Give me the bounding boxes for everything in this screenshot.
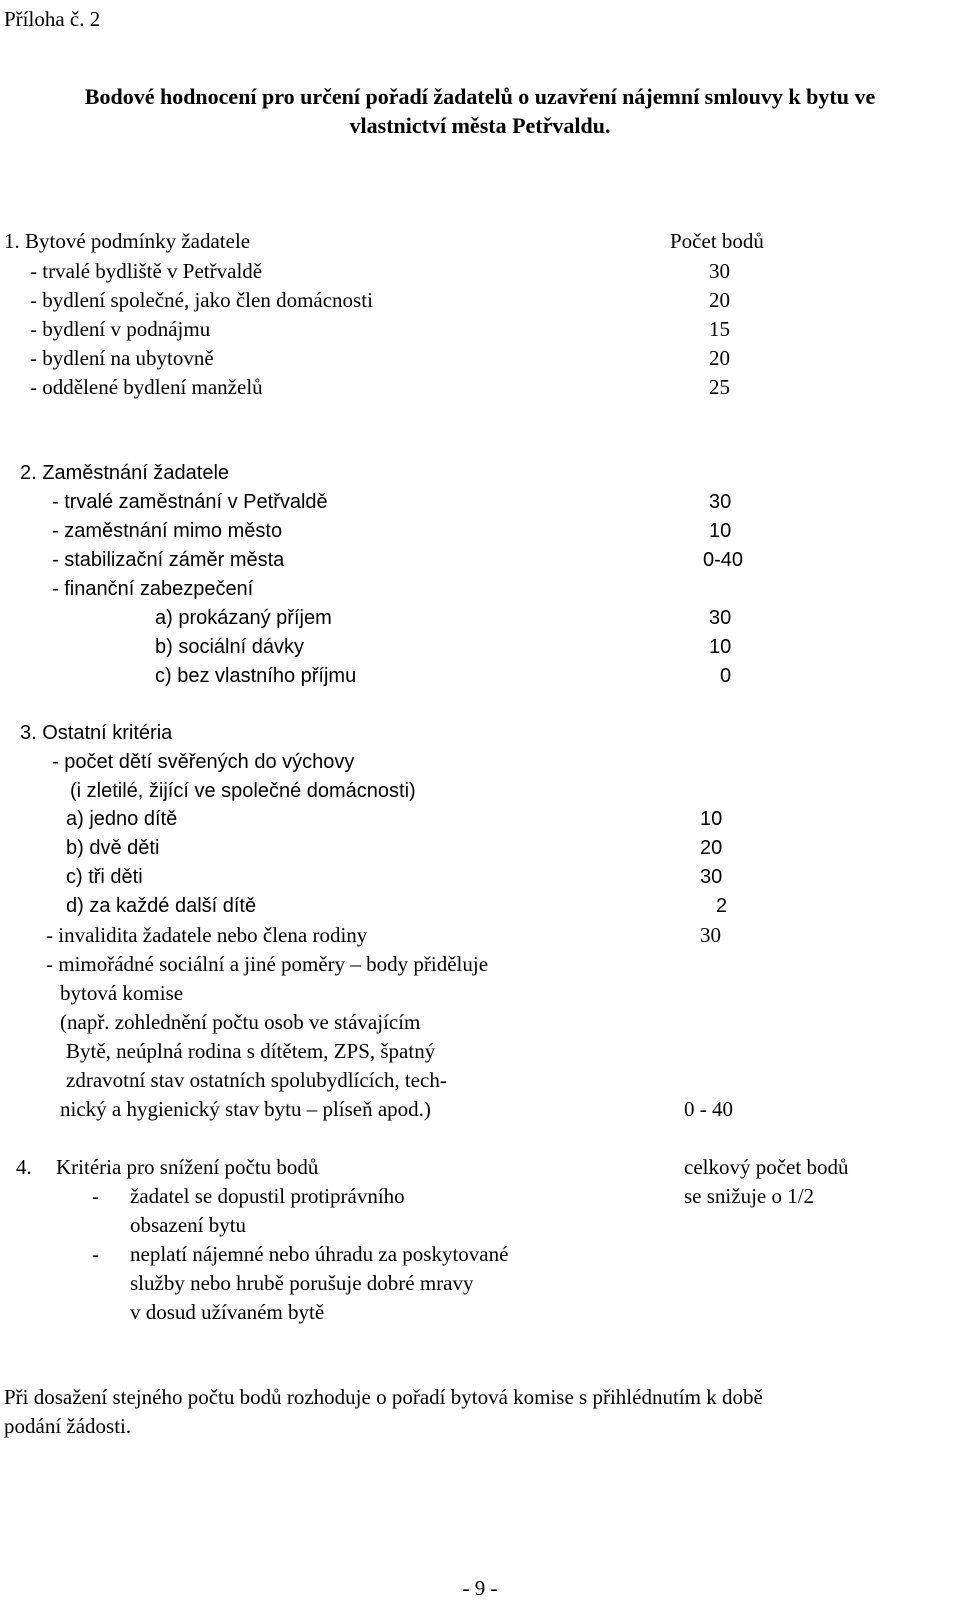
section-1-heading: 1. Bytové podmínky žadatele <box>4 229 251 253</box>
section-2-item-label: - trvalé zaměstnání v Petřvaldě <box>52 491 328 513</box>
section-1-item-points: 15 <box>709 317 730 341</box>
section-2-subitem-points: 0 <box>720 665 732 687</box>
disability-points: 30 <box>700 923 721 947</box>
section-2-item-label: - finanční zabezpečení <box>52 578 254 600</box>
section-2-subitem-label: c) bez vlastního příjmu <box>155 665 357 687</box>
section-4-result-line-2: se snižuje o 1/2 <box>684 1184 815 1208</box>
section-2-item-points: 10 <box>709 520 732 542</box>
section-4-item-line: obsazení bytu <box>130 1213 247 1237</box>
section-2-subitem-label: a) prokázaný příjem <box>155 607 332 629</box>
section-1-item-points: 20 <box>709 346 730 370</box>
extraordinary-line: bytová komise <box>60 981 184 1005</box>
section-4-item-line: žadatel se dopustil protiprávního <box>130 1184 405 1208</box>
section-3-heading: 3. Ostatní kritéria <box>20 722 173 744</box>
section-2-subitem-points: 30 <box>709 607 732 629</box>
section-1-item-label: - trvalé bydliště v Petřvaldě <box>30 259 263 283</box>
section-1-item-label: - bydlení na ubytovně <box>30 346 214 370</box>
section-4-item-line: služby nebo hrubě porušuje dobré mravy <box>130 1271 474 1295</box>
extraordinary-points: 0 - 40 <box>684 1097 733 1121</box>
children-note: (i zletilé, žijící ve společné domácnosti) <box>70 780 416 802</box>
section-4-result-line-1: celkový počet bodů <box>684 1155 849 1179</box>
section-2-item-label: - zaměstnání mimo město <box>52 520 283 542</box>
section-2-subitem-points: 10 <box>709 636 732 658</box>
section-1-item-label: - bydlení v podnájmu <box>30 317 211 341</box>
points-column-header: Počet bodů <box>670 229 764 253</box>
children-item-label: c) tři děti <box>66 866 143 888</box>
page-title-line-1: Bodové hodnocení pro určení pořadí žadatelů o uzavření nájemní smlouvy k bytu ve <box>84 84 876 109</box>
section-2-heading: 2. Zaměstnání žadatele <box>20 462 230 484</box>
attachment-label: Příloha č. 2 <box>4 7 101 31</box>
extraordinary-line: - mimořádné sociální a jiné poměry – body přiděluje <box>46 952 489 976</box>
extraordinary-line: zdravotní stav ostatních spolubydlících, tech- <box>66 1068 447 1092</box>
children-label: - počet dětí svěřených do výchovy <box>52 751 355 773</box>
section-4-item-dash: - <box>92 1242 99 1266</box>
footer-note-line-1: Při dosažení stejného počtu bodů rozhoduje o pořadí bytová komise s přihlédnutím k době <box>4 1385 763 1409</box>
section-4-item-line: v dosud užívaném bytě <box>130 1300 325 1324</box>
extraordinary-line: nický a hygienický stav bytu – plíseň apod.) <box>60 1097 431 1121</box>
children-item-label: a) jedno dítě <box>66 808 178 830</box>
page-number: - 9 - <box>462 1576 498 1600</box>
section-2-item-points: 0-40 <box>703 549 744 571</box>
section-4-heading: Kritéria pro snížení počtu bodů <box>56 1155 319 1179</box>
extraordinary-line: Bytě, neúplná rodina s dítětem, ZPS, špatný <box>66 1039 436 1063</box>
section-1-item-points: 25 <box>709 375 730 399</box>
section-1-item-points: 20 <box>709 288 730 312</box>
section-2-subitem-label: b) sociální dávky <box>155 636 304 658</box>
children-item-points: 30 <box>700 866 723 888</box>
children-item-label: b) dvě děti <box>66 837 160 859</box>
section-1-item-points: 30 <box>709 259 730 283</box>
section-2-item-points: 30 <box>709 491 732 513</box>
page-title-line-2: vlastnictví města Petřvaldu. <box>349 113 611 138</box>
extraordinary-line: (např. zohlednění počtu osob ve stávajícím <box>60 1010 421 1034</box>
section-4-item-dash: - <box>92 1184 99 1208</box>
footer-note-line-2: podání žádosti. <box>4 1414 132 1438</box>
section-4-number: 4. <box>16 1155 32 1179</box>
section-1-item-label: - oddělené bydlení manželů <box>30 375 263 399</box>
section-1-item-label: - bydlení společné, jako člen domácnosti <box>30 288 373 312</box>
children-item-points: 10 <box>700 808 723 830</box>
children-item-label: d) za každé další dítě <box>66 895 257 917</box>
section-4-item-line: neplatí nájemné nebo úhradu za poskytované <box>130 1242 509 1266</box>
section-2-item-label: - stabilizační záměr města <box>52 549 285 571</box>
disability-label: - invalidita žadatele nebo člena rodiny <box>46 923 368 947</box>
children-item-points: 20 <box>700 837 723 859</box>
children-item-points: 2 <box>716 895 728 917</box>
